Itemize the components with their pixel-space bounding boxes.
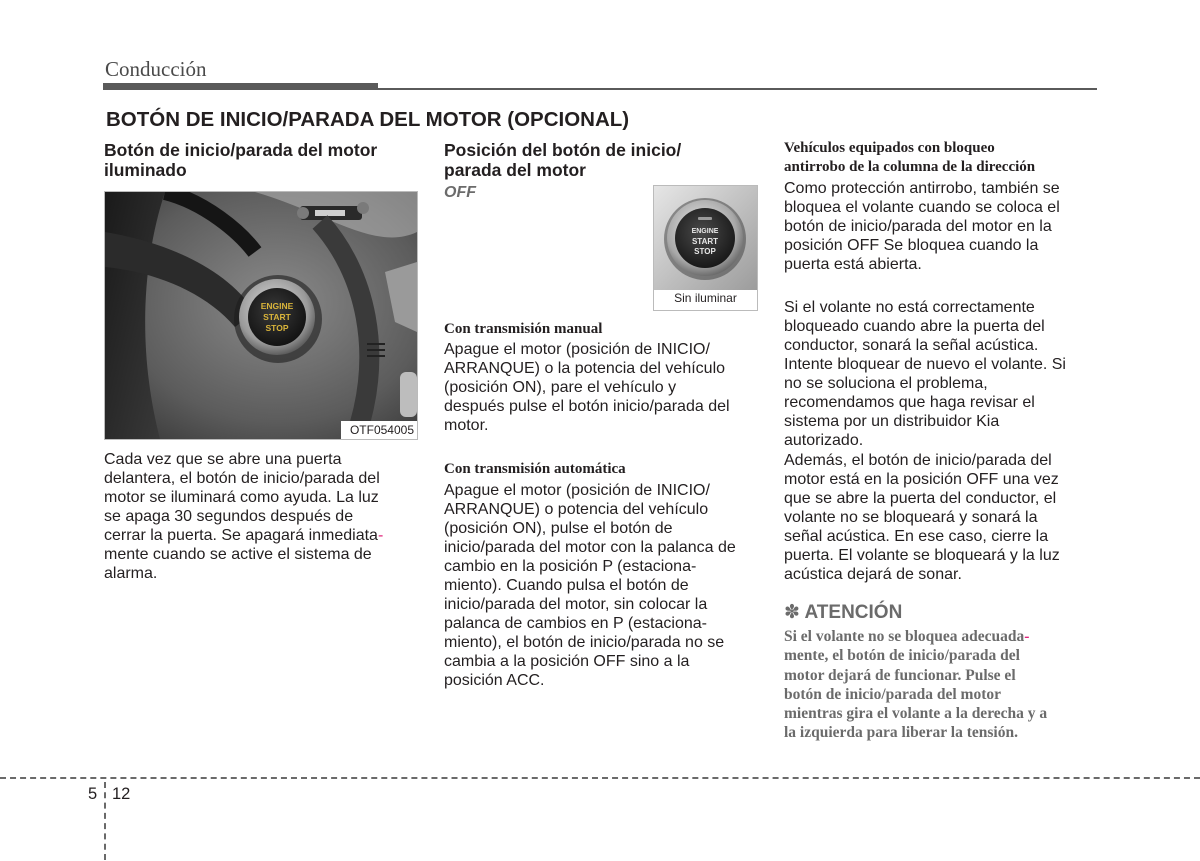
off-label: OFF — [444, 184, 476, 201]
footer-dashed-divider — [104, 782, 106, 860]
illuminated-stop-text: STOP — [265, 323, 289, 333]
attention-line: botón de inicio/parada del motor — [784, 685, 1002, 703]
auto-line: (posición ON), pulse el botón de — [444, 520, 673, 537]
col3-line: Como protección antirrobo, también se — [784, 180, 1060, 197]
col1-line: delantera, el botón de inicio/parada del — [104, 470, 380, 487]
col3-line: señal acústica. En ese caso, cierre la — [784, 528, 1049, 545]
col3-line: volante no se bloqueará y sonará la — [784, 509, 1038, 526]
unlit-button-photo — [654, 186, 757, 290]
auto-line: inicio/parada del motor, sin colocar la — [444, 596, 708, 613]
col3-heading-line1: Vehículos equipados con bloqueo — [784, 140, 995, 156]
auto-line: inicio/parada del motor con la palanca de — [444, 539, 736, 556]
col1-heading-line2: iluminado — [104, 160, 187, 180]
col3-line: puerta está abierta. — [784, 256, 922, 273]
auto-heading: Con transmisión automática — [444, 461, 626, 477]
col3-line: bloqueado cuando abre la puerta del — [784, 318, 1045, 335]
unlit-button-figure — [653, 185, 758, 311]
figure2-caption: Sin iluminar — [674, 291, 737, 305]
col3-line: no se soluciona el problema, — [784, 375, 988, 392]
auto-line: cambio en la posición P (estaciona- — [444, 558, 697, 575]
header-rule-thick — [103, 83, 378, 90]
manual-body — [444, 340, 756, 435]
col3-heading-line2: antirrobo de la columna de la dirección — [784, 159, 1036, 175]
auto-line: palanca de cambios en P (estaciona- — [444, 615, 707, 632]
chapter-number: 5 — [88, 785, 98, 803]
col3-line: puerta. El volante se bloqueará y la luz — [784, 547, 1060, 564]
manual-line: ARRANQUE) o la potencia del vehículo — [444, 360, 726, 377]
hyphen-mark: - — [377, 527, 384, 544]
col1-line: Cada vez que se abre una puerta — [104, 451, 342, 468]
manual-line: Apague el motor (posición de INICIO/ — [444, 341, 710, 358]
unlit-engine-text: ENGINE — [691, 228, 719, 235]
col1-line: motor se iluminará como ayuda. La luz — [104, 489, 379, 506]
auto-line: miento). Cuando pulsa el botón de — [444, 577, 689, 594]
col2-heading-line1: Posición del botón de inicio/ — [444, 140, 682, 160]
col1-line: se apaga 30 segundos después de — [104, 508, 354, 525]
attention-line-text: Si el volante no se bloquea adecuada — [784, 628, 1025, 645]
col3-line: botón de inicio/parada del motor en la — [784, 218, 1052, 235]
col1-line: mente cuando se active el sistema de — [104, 546, 372, 563]
col1-line-text: cerrar la puerta. Se apagará inmediata — [104, 527, 378, 544]
auto-line: ARRANQUE) o potencia del vehículo — [444, 501, 709, 518]
hyphen-mark: - — [1024, 628, 1030, 645]
col3-line: Además, el botón de inicio/parada del — [784, 452, 1052, 469]
col3-para3 — [784, 451, 1096, 584]
unlit-stop-text: STOP — [694, 247, 716, 256]
auto-line: cambia a la posición OFF sino a la — [444, 653, 690, 670]
col1-heading — [104, 140, 424, 180]
col3-line: posición OFF Se bloquea cuando la — [784, 237, 1039, 254]
attention-line: motor dejará de funcionar. Pulse el — [784, 666, 1016, 684]
col3-line: recomendamos que haga revisar el — [784, 394, 1035, 411]
col3-line: conductor, sonará la señal acústica. — [784, 337, 1039, 354]
col3-line: motor está en la posición OFF una vez — [784, 471, 1059, 488]
attention-title: ✽ ATENCIÓN — [784, 602, 903, 623]
col2-heading-line2: parada del motor — [444, 160, 586, 180]
col2-heading — [444, 140, 764, 180]
col3-line: Si el volante no está correctamente — [784, 299, 1035, 316]
col3-line: bloquea el volante cuando se coloca el — [784, 199, 1060, 216]
col1-line-hyphenated — [104, 526, 417, 545]
footer-dashed-rule — [0, 777, 1200, 779]
manual-heading: Con transmisión manual — [444, 321, 603, 337]
illuminated-start-text: START — [263, 312, 291, 322]
col1-body — [104, 450, 417, 583]
manual-line: (posición ON), pare el vehículo y — [444, 379, 677, 396]
col3-line: sistema por un distribuidor Kia — [784, 413, 1000, 430]
manual-line: motor. — [444, 417, 489, 434]
header-rule-thin — [378, 88, 1097, 90]
col3-line: Intente bloquear de nuevo el volante. Si — [784, 356, 1066, 373]
unlit-start-text: START — [691, 237, 719, 246]
col3-para2 — [784, 298, 1096, 450]
auto-line: posición ACC. — [444, 672, 545, 689]
attention-line: la izquierda para liberar la tensión. — [784, 724, 1018, 742]
figure1-caption: OTF054005 — [349, 423, 414, 437]
auto-body — [444, 481, 756, 690]
col3-line: autorizado. — [784, 432, 864, 449]
col1-heading-line1: Botón de inicio/parada del motor — [104, 140, 378, 160]
attention-line-hyphenated — [784, 627, 1096, 646]
page-number: 12 — [112, 785, 131, 803]
auto-line: miento), el botón de inicio/parada no se — [444, 634, 725, 651]
attention-line: mente, el botón de inicio/parada del — [784, 647, 1020, 665]
illuminated-engine-text: ENGINE — [260, 301, 294, 311]
attention-line: mientras gira el volante a la derecha y a — [784, 705, 1048, 723]
auto-line: Apague el motor (posición de INICIO/ — [444, 482, 710, 499]
col3-heading — [784, 139, 1104, 177]
col3-para1 — [784, 179, 1096, 274]
illuminated-button-figure — [104, 191, 418, 440]
manual-line: después pulse el botón inicio/parada del — [444, 398, 730, 415]
section-title: BOTÓN DE INICIO/PARADA DEL MOTOR (OPCIONAL) — [106, 108, 630, 131]
chapter-title: Conducción — [105, 57, 207, 81]
col3-line: que se abre la puerta del conductor, el — [784, 490, 1057, 507]
steering-wheel-photo — [105, 192, 417, 439]
col1-line: alarma. — [104, 565, 158, 582]
attention-body — [784, 627, 1096, 743]
col3-line: acústica dejará de sonar. — [784, 566, 962, 583]
